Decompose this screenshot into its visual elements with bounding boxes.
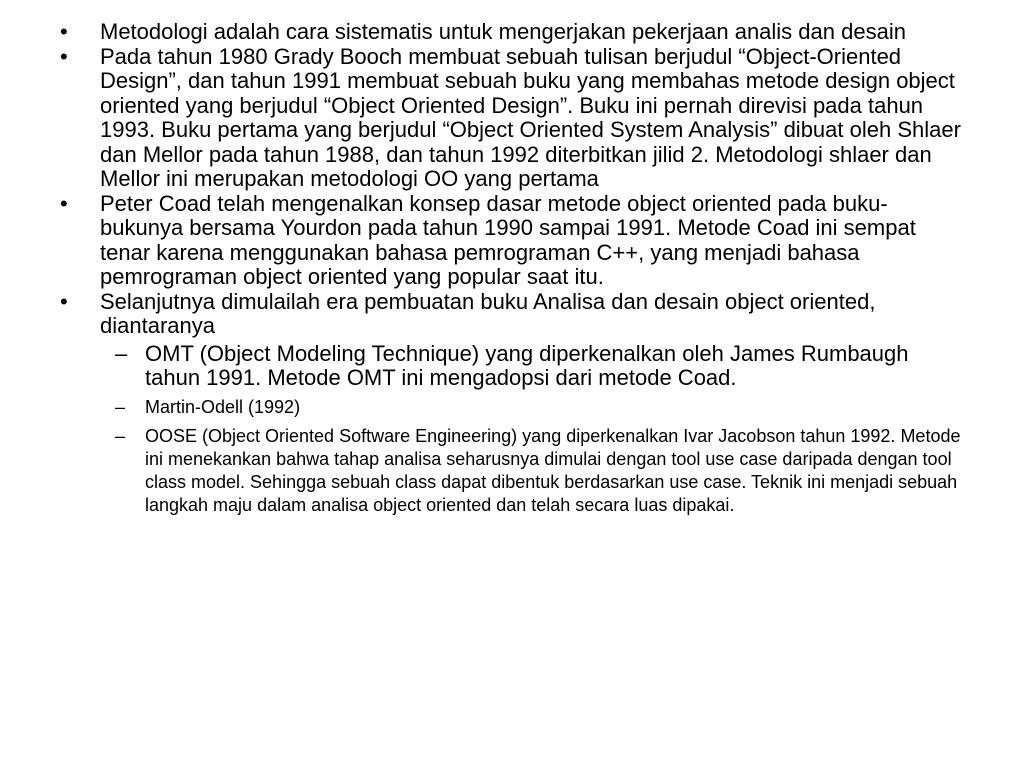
sub-item-text: Martin-Odell (1992)	[145, 396, 301, 417]
bullet-marker: •	[60, 19, 68, 44]
bullet-marker: •	[60, 190, 68, 216]
sub-bullet-marker: –	[115, 396, 126, 417]
bullet-item-metodologi	[60, 20, 965, 45]
bullet-marker: •	[60, 288, 68, 314]
bullet-item-era-pembuatan	[60, 290, 965, 517]
bullet-item-peter-coad	[60, 192, 965, 290]
bullet-item-grady-booch	[60, 45, 965, 192]
sub-item-text: OOSE (Object Oriented Software Engineering) yang diperkenalkan Ivar Jacobson tahun 1992. Metode ini menekankan bahwa tahap analisa seharusnya dimulai dengan tool use case daripada dengan tool class model. Sehingga sebuah class dapat dibentuk berdasarkan use case. Teknik ini menjadi sebuah langkah maju dalam analisa object oriented dan telah secara luas dipakai.	[145, 425, 961, 515]
sub-item-omt	[60, 342, 965, 391]
bullet-text: Metodologi adalah cara sistematis untuk mengerjakan pekerjaan analis dan desain	[100, 19, 906, 44]
bullet-text: Selanjutnya dimulailah era pembuatan buku Analisa dan desain object oriented, diantaranya	[100, 288, 876, 338]
bullet-text: Pada tahun 1980 Grady Booch membuat sebuah tulisan berjudul “Object-Oriented Design”, dan tahun 1991 membuat sebuah buku yang membahas metode design object oriented yang berjudul “Object Oriented Design”. Buku ini pernah direvisi pada tahun 1993. Buku pertama yang berjudul “Object Oriented System Analysis” dibuat oleh Shlaer dan Mellor pada tahun 1988, dan tahun 1992 diterbitkan jilid 2. Metodologi shlaer dan Mellor ini merupakan metodologi OO yang pertama	[100, 43, 961, 191]
sub-item-martin-odell	[60, 396, 965, 419]
bullet-text: Peter Coad telah mengenalkan konsep dasar metode object oriented pada buku-bukunya bersama Yourdon pada tahun 1990 sampai 1991. Metode Coad ini sempat tenar karena menggunakan bahasa pemrograman C++, yang menjadi bahasa pemrograman object oriented yang popular saat itu.	[100, 190, 916, 289]
sub-bullet-list	[100, 342, 965, 517]
sub-bullet-marker: –	[115, 425, 126, 446]
sub-item-oose	[60, 425, 965, 517]
bullet-list	[60, 20, 965, 523]
sub-item-text: OMT (Object Modeling Technique) yang diperkenalkan oleh James Rumbaugh tahun 1991. Metode OMT ini mengadopsi dari metode Coad.	[145, 340, 909, 390]
bullet-marker: •	[60, 43, 68, 69]
sub-bullet-marker: –	[115, 340, 128, 366]
